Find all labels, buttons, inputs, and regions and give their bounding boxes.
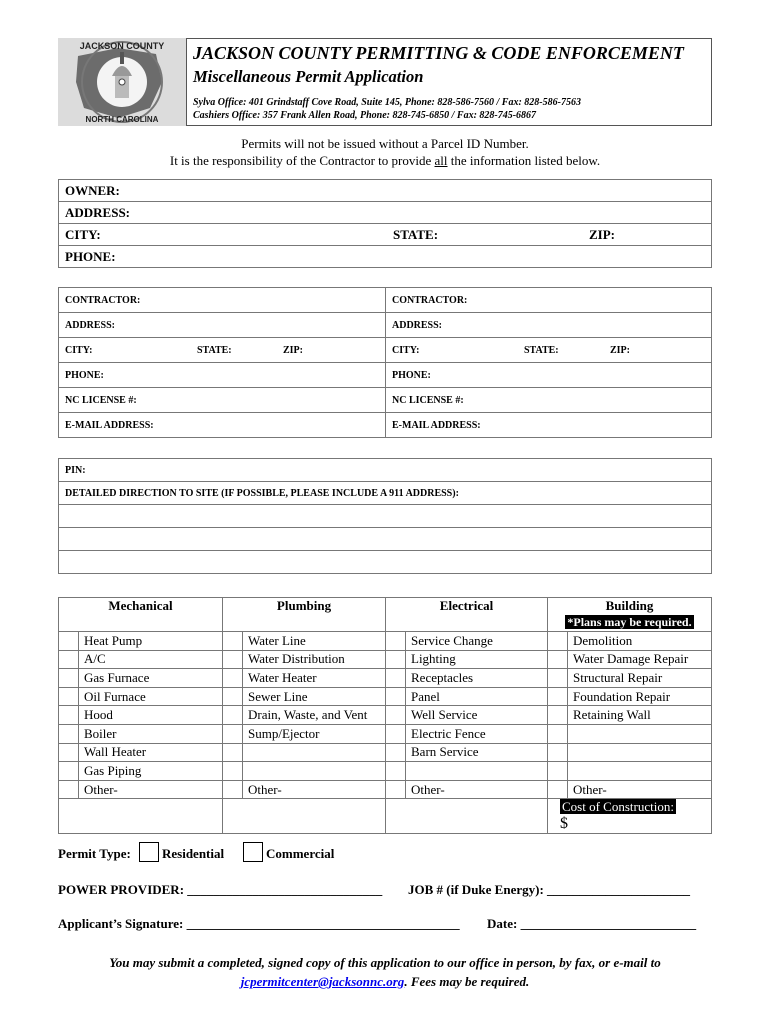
mechanical-item: Oil Furnace xyxy=(79,687,223,706)
electrical-checkbox[interactable] xyxy=(386,650,406,669)
contractor-email-1[interactable]: E-MAIL ADDRESS: xyxy=(59,413,386,438)
building-checkbox[interactable] xyxy=(548,762,568,781)
electrical-item: Other- xyxy=(406,780,548,799)
mechanical-item: Other- xyxy=(79,780,223,799)
directions-line-3[interactable] xyxy=(59,551,712,574)
permit-row xyxy=(59,650,712,669)
plumbing-item: Water Distribution xyxy=(243,650,386,669)
site-table xyxy=(58,458,712,574)
contractor-address-1[interactable]: ADDRESS: xyxy=(59,313,386,338)
seal-text-bottom: NORTH CAROLINA xyxy=(85,115,159,124)
plumbing-checkbox[interactable] xyxy=(223,650,243,669)
permit-type-label: Permit Type: xyxy=(58,846,131,861)
electrical-checkbox[interactable] xyxy=(386,780,406,799)
residential-label: Residential xyxy=(162,846,225,861)
building-item xyxy=(568,762,712,781)
plumbing-item xyxy=(243,762,386,781)
plumbing-checkbox[interactable] xyxy=(223,706,243,725)
plumbing-header: Plumbing xyxy=(223,598,386,632)
directions-line-2[interactable] xyxy=(59,528,712,551)
plumbing-checkbox[interactable] xyxy=(223,669,243,688)
date-field[interactable]: Date: ___________________________ xyxy=(487,916,697,931)
owner-city-state-zip[interactable]: CITY: STATE: ZIP: xyxy=(59,224,712,246)
building-item: Other- xyxy=(568,780,712,799)
page-subtitle: Miscellaneous Permit Application xyxy=(193,67,424,86)
building-checkbox[interactable] xyxy=(548,743,568,762)
electrical-checkbox[interactable] xyxy=(386,762,406,781)
electrical-header: Electrical xyxy=(386,598,548,632)
cost-cell[interactable] xyxy=(548,799,712,834)
seal-text-top: JACKSON COUNTY xyxy=(79,41,165,51)
permit-row xyxy=(59,724,712,743)
building-checkbox[interactable] xyxy=(548,669,568,688)
electrical-item: Electric Fence xyxy=(406,724,548,743)
building-item: Demolition xyxy=(568,632,712,651)
mechanical-header: Mechanical xyxy=(59,598,223,632)
electrical-item: Well Service xyxy=(406,706,548,725)
permit-row xyxy=(59,632,712,651)
mechanical-item: Gas Furnace xyxy=(79,669,223,688)
electrical-item: Panel xyxy=(406,687,548,706)
plumbing-item: Water Line xyxy=(243,632,386,651)
building-checkbox[interactable] xyxy=(548,724,568,743)
building-header: Building *Plans may be required. xyxy=(548,598,712,632)
power-provider-field[interactable]: POWER PROVIDER: ______________________________ xyxy=(58,882,383,897)
building-checkbox[interactable] xyxy=(548,650,568,669)
contractor-field-1[interactable]: CONTRACTOR: xyxy=(59,288,386,313)
electrical-item xyxy=(406,762,548,781)
mechanical-checkbox[interactable] xyxy=(59,724,79,743)
page-title: JACKSON COUNTY PERMITTING & CODE ENFORCEMENT xyxy=(193,43,684,63)
contractor-license-1[interactable]: NC LICENSE #: xyxy=(59,388,386,413)
building-checkbox[interactable] xyxy=(548,632,568,651)
electrical-checkbox[interactable] xyxy=(386,632,406,651)
plumbing-item: Drain, Waste, and Vent xyxy=(243,706,386,725)
permit-row xyxy=(59,687,712,706)
notice-line-1: Permits will not be issued without a Parcel ID Number. xyxy=(241,136,529,151)
plumbing-item: Sewer Line xyxy=(243,687,386,706)
permit-row xyxy=(59,743,712,762)
pin-field[interactable]: PIN: xyxy=(59,459,712,482)
permit-grid xyxy=(58,597,712,834)
mechanical-item: Boiler xyxy=(79,724,223,743)
permit-row xyxy=(59,669,712,688)
header-title-box xyxy=(186,38,712,126)
building-item xyxy=(568,743,712,762)
contractor-phone-1[interactable]: PHONE: xyxy=(59,363,386,388)
plumbing-item: Water Heater xyxy=(243,669,386,688)
owner-table xyxy=(58,179,712,268)
contractor-field-2[interactable]: CONTRACTOR: xyxy=(386,288,712,313)
notice-line-2: It is the responsibility of the Contractor to provide all the information listed below. xyxy=(169,153,601,168)
mechanical-item: A/C xyxy=(79,650,223,669)
building-item: Structural Repair xyxy=(568,669,712,688)
mechanical-checkbox[interactable] xyxy=(59,669,79,688)
cost-label: Cost of Construction: xyxy=(562,799,674,815)
electrical-blank xyxy=(386,799,548,834)
contractor-city-state-zip-2[interactable]: CITY: STATE: ZIP: xyxy=(386,338,712,363)
mechanical-checkbox[interactable] xyxy=(59,762,79,781)
commercial-checkbox[interactable] xyxy=(243,842,263,862)
plumbing-checkbox[interactable] xyxy=(223,743,243,762)
electrical-item: Service Change xyxy=(406,632,548,651)
signature-field[interactable]: Applicant’s Signature: __________________________________________ xyxy=(58,916,460,931)
plumbing-item: Sump/Ejector xyxy=(243,724,386,743)
mechanical-checkbox[interactable] xyxy=(59,743,79,762)
mechanical-checkbox[interactable] xyxy=(59,780,79,799)
contractor-license-2[interactable]: NC LICENSE #: xyxy=(386,388,712,413)
owner-phone-field[interactable]: PHONE: xyxy=(59,246,712,268)
directions-line-1[interactable] xyxy=(59,505,712,528)
mechanical-item: Hood xyxy=(79,706,223,725)
mechanical-checkbox[interactable] xyxy=(59,632,79,651)
plans-note: *Plans may be required. xyxy=(567,615,692,629)
contractor-phone-2[interactable]: PHONE: xyxy=(386,363,712,388)
owner-field[interactable]: OWNER: xyxy=(59,180,712,202)
permit-row xyxy=(59,762,712,781)
owner-address-field[interactable]: ADDRESS: xyxy=(59,202,712,224)
electrical-item: Receptacles xyxy=(406,669,548,688)
plumbing-checkbox[interactable] xyxy=(223,762,243,781)
building-checkbox[interactable] xyxy=(548,706,568,725)
plumbing-checkbox[interactable] xyxy=(223,632,243,651)
contractor-table xyxy=(58,287,712,438)
mechanical-checkbox[interactable] xyxy=(59,687,79,706)
building-item: Water Damage Repair xyxy=(568,650,712,669)
electrical-checkbox[interactable] xyxy=(386,669,406,688)
plumbing-item xyxy=(243,743,386,762)
contractor-email-2[interactable]: E-MAIL ADDRESS: xyxy=(386,413,712,438)
mechanical-checkbox[interactable] xyxy=(59,706,79,725)
electrical-checkbox[interactable] xyxy=(386,724,406,743)
plumbing-blank xyxy=(223,799,386,834)
mechanical-blank xyxy=(59,799,223,834)
submit-note: You may submit a completed, signed copy of this application to our office in person, by fax, or e-mail to jcpermitcenter@jacksonnc.org. Fees may be required. xyxy=(109,955,661,989)
plumbing-checkbox[interactable] xyxy=(223,687,243,706)
building-item: Foundation Repair xyxy=(568,687,712,706)
electrical-checkbox[interactable] xyxy=(386,706,406,725)
contractor-address-2[interactable]: ADDRESS: xyxy=(386,313,712,338)
permit-row xyxy=(59,780,712,799)
mechanical-item: Heat Pump xyxy=(79,632,223,651)
electrical-checkbox[interactable] xyxy=(386,687,406,706)
building-checkbox[interactable] xyxy=(548,780,568,799)
permit-row xyxy=(59,706,712,725)
electrical-checkbox[interactable] xyxy=(386,743,406,762)
plumbing-checkbox[interactable] xyxy=(223,780,243,799)
residential-checkbox[interactable] xyxy=(139,842,159,862)
cost-symbol: $ xyxy=(560,815,568,833)
email-link[interactable]: jcpermitcenter@jacksonnc.org xyxy=(240,974,405,989)
cashiers-office: Cashiers Office: 357 Frank Allen Road, Phone: 828-745-6850 / Fax: 828-745-6867 xyxy=(193,110,537,121)
county-seal-logo xyxy=(58,38,186,126)
electrical-item: Lighting xyxy=(406,650,548,669)
building-checkbox[interactable] xyxy=(548,687,568,706)
mechanical-item: Wall Heater xyxy=(79,743,223,762)
building-item xyxy=(568,724,712,743)
building-item: Retaining Wall xyxy=(568,706,712,725)
mechanical-item: Gas Piping xyxy=(79,762,223,781)
commercial-label: Commercial xyxy=(266,846,335,861)
plumbing-item: Other- xyxy=(243,780,386,799)
job-number-field[interactable]: JOB # (if Duke Energy): ______________________ xyxy=(408,882,691,897)
sylva-office: Sylva Office: 401 Grindstaff Cove Road, Suite 145, Phone: 828-586-7560 / Fax: 828-586-7563 xyxy=(193,97,581,108)
electrical-item: Barn Service xyxy=(406,743,548,762)
contractor-city-state-zip-1[interactable]: CITY: STATE: ZIP: xyxy=(59,338,386,363)
directions-label[interactable]: DETAILED DIRECTION TO SITE (IF POSSIBLE, PLEASE INCLUDE A 911 ADDRESS): xyxy=(59,482,712,505)
plumbing-checkbox[interactable] xyxy=(223,724,243,743)
mechanical-checkbox[interactable] xyxy=(59,650,79,669)
